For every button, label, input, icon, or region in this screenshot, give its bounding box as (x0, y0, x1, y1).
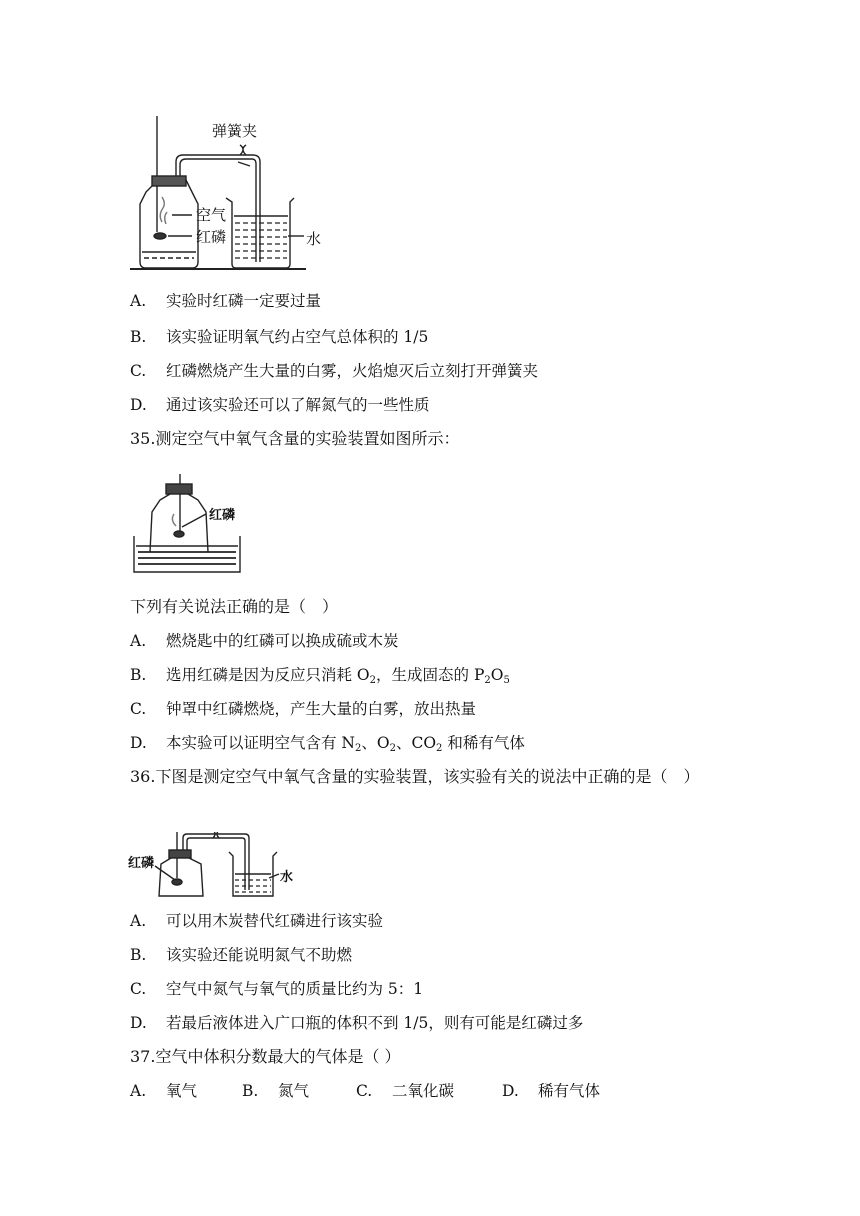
figure-q34-phos-label: 红磷 (196, 228, 227, 246)
q34-option-d: D. 通过该实验还可以了解氮气的一些性质 (130, 396, 430, 414)
q35-option-b: B. 选用红磷是因为反应只消耗 $O_2$，生成固态的 $P_2O_5$ (130, 666, 510, 686)
q36-option-b: B. 该实验还能说明氮气不助燃 (130, 946, 353, 964)
q37-stem: 37.空气中体积分数最大的气体是（ ） (130, 1047, 401, 1066)
q34-option-a: A. 实验时红磷一定要过量 (130, 292, 322, 310)
q35-option-d: D. 本实验可以证明空气含有 $N_2$、$O_2$、$CO_2$ 和稀有气体 (130, 734, 525, 754)
figure-q35-bell-jar (130, 472, 245, 578)
q36-stem: 36.下图是测定空气中氧气含量的实验装置，该实验有关的说法中正确的是（ ） (130, 767, 700, 786)
figure-q34-water-label: 水 (306, 230, 322, 248)
figure-q34-air-label: 空气 (196, 206, 227, 224)
q36-option-d: D. 若最后液体进入广口瓶的体积不到 1/5，则有可能是红磷过多 (130, 1014, 584, 1032)
q37-option-c: C. 二氧化碳 (356, 1082, 455, 1100)
figure-q34-clip-label: 弹簧夹 (212, 122, 258, 140)
q35-option-c: C. 钟罩中红磷燃烧，产生大量的白雾，放出热量 (130, 700, 477, 718)
figure-q36-phos-label: 红磷 (128, 856, 155, 871)
figure-q35-phos-label: 红磷 (209, 508, 236, 523)
q37-option-d: D. 稀有气体 (502, 1082, 601, 1100)
q35-option-a: A. 燃烧匙中的红磷可以换成硫或木炭 (130, 632, 399, 650)
q37-option-a: A. 氧气 (130, 1082, 198, 1100)
figure-q36-water-label: 水 (280, 870, 294, 885)
q35-stem: 35.测定空气中氧气含量的实验装置如图所示： (130, 429, 460, 448)
q34-option-c: C. 红磷燃烧产生大量的白雾，火焰熄灭后立刻打开弹簧夹 (130, 362, 539, 380)
q36-option-a: A. 可以用木炭替代红磷进行该实验 (130, 912, 384, 930)
q35-prompt: 下列有关说法正确的是（ ） (130, 597, 339, 616)
q34-option-b: B. 该实验证明氧气约占空气总体积的 1/5 (130, 328, 429, 346)
q36-option-c: C. 空气中氮气与氧气的质量比约为 5：1 (130, 980, 424, 998)
q37-option-b: B. 氮气 (242, 1082, 310, 1100)
